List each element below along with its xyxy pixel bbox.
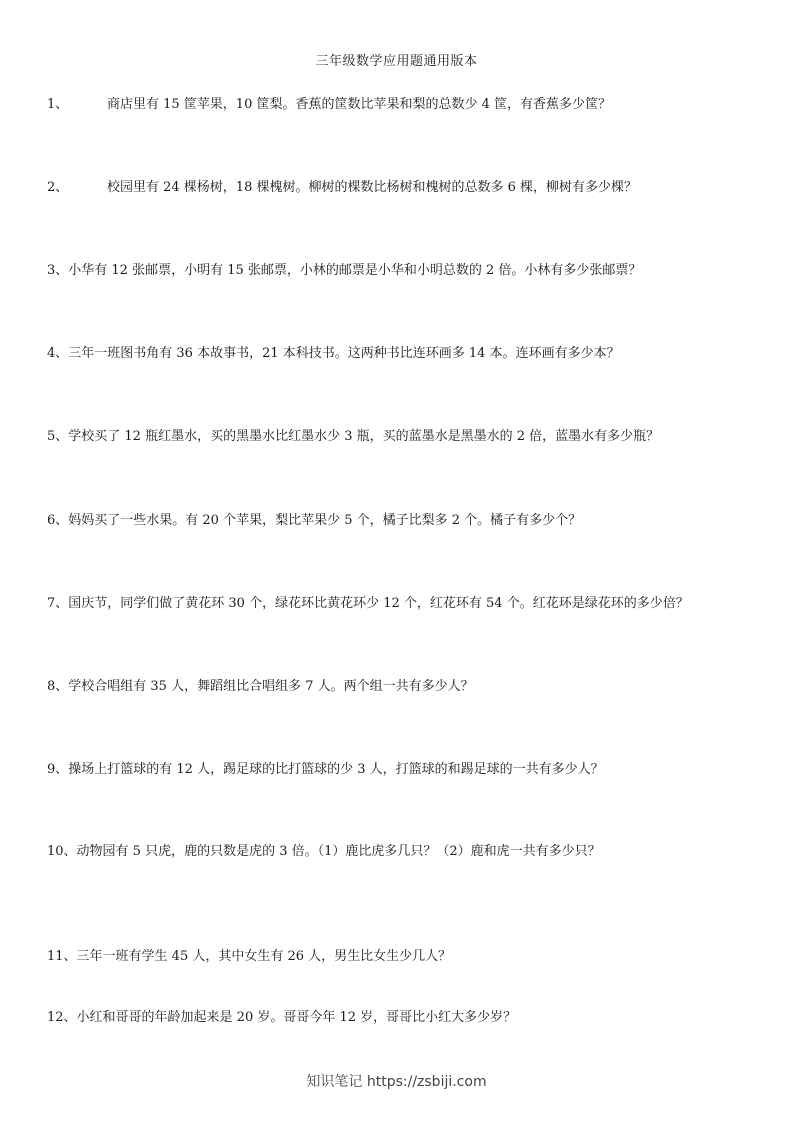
question-number: 1、 — [47, 97, 69, 112]
question-number: 10、 — [47, 844, 77, 859]
question-number: 5、 — [47, 429, 69, 444]
question-number: 2、 — [47, 180, 69, 195]
question-number: 6、 — [47, 513, 69, 528]
question-2 — [47, 176, 767, 195]
footer-watermark: 知识笔记 https://zsbiji.com — [306, 1074, 487, 1090]
question-text: 校园里有 24 棵杨树，18 棵槐树。柳树的棵数比杨树和槐树的总数多 6 棵，柳树有多少棵？ — [107, 180, 638, 195]
question-text: 三年一班图书角有 36 本故事书，21 本科技书。这两种书比连环画多 14 本。连环画有多少本？ — [68, 346, 620, 361]
question-7 — [47, 592, 767, 611]
question-9 — [47, 758, 767, 777]
question-text: 动物园有 5 只虎，鹿的只数是虎的 3 倍。（1）鹿比虎多几只？（2）鹿和虎一共有多少只？ — [76, 844, 601, 859]
question-text: 商店里有 15 筐苹果，10 筐梨。香蕉的筐数比苹果和梨的总数少 4 筐，有香蕉多少筐？ — [107, 97, 612, 112]
question-1 — [47, 93, 767, 112]
question-number: 8、 — [47, 679, 69, 694]
question-text: 学校合唱组有 35 人，舞蹈组比合唱组多 7 人。两个组一共有多少人？ — [68, 679, 474, 694]
question-5 — [47, 425, 767, 444]
question-number: 4、 — [47, 346, 69, 361]
question-12 — [47, 1006, 767, 1025]
question-number: 11、 — [47, 949, 77, 964]
question-text: 操场上打篮球的有 12 人，踢足球的比打篮球的少 3 人，打篮球的和踢足球的一共有多少人？ — [68, 762, 604, 777]
question-10 — [47, 840, 767, 859]
question-text: 三年一班有学生 45 人，其中女生有 26 人，男生比女生少几人？ — [76, 949, 452, 964]
question-number: 9、 — [47, 762, 69, 777]
question-number: 7、 — [47, 596, 69, 611]
question-3 — [47, 259, 767, 278]
question-number: 12、 — [47, 1010, 77, 1025]
question-text: 妈妈买了一些水果。有 20 个苹果，梨比苹果少 5 个，橘子比梨多 2 个。橘子有多少个？ — [68, 513, 582, 528]
question-6 — [47, 509, 767, 528]
question-text: 国庆节，同学们做了黄花环 30 个，绿花环比黄花环少 12 个，红花环有 54 个。红花环是绿花环的多少倍？ — [68, 596, 689, 611]
page-title: 三年级数学应用题通用版本 — [315, 54, 478, 69]
question-8 — [47, 675, 767, 694]
question-number: 3、 — [47, 263, 69, 278]
question-11 — [47, 945, 767, 964]
question-text: 小华有 12 张邮票，小明有 15 张邮票，小林的邮票是小华和小明总数的 2 倍。小林有多少张邮票？ — [68, 263, 642, 278]
question-4 — [47, 342, 767, 361]
question-text: 学校买了 12 瓶红墨水，买的黑墨水比红墨水少 3 瓶，买的蓝墨水是黑墨水的 2 倍，蓝墨水有多少瓶？ — [68, 429, 660, 444]
question-text: 小红和哥哥的年龄加起来是 20 岁。哥哥今年 12 岁，哥哥比小红大多少岁？ — [76, 1010, 517, 1025]
